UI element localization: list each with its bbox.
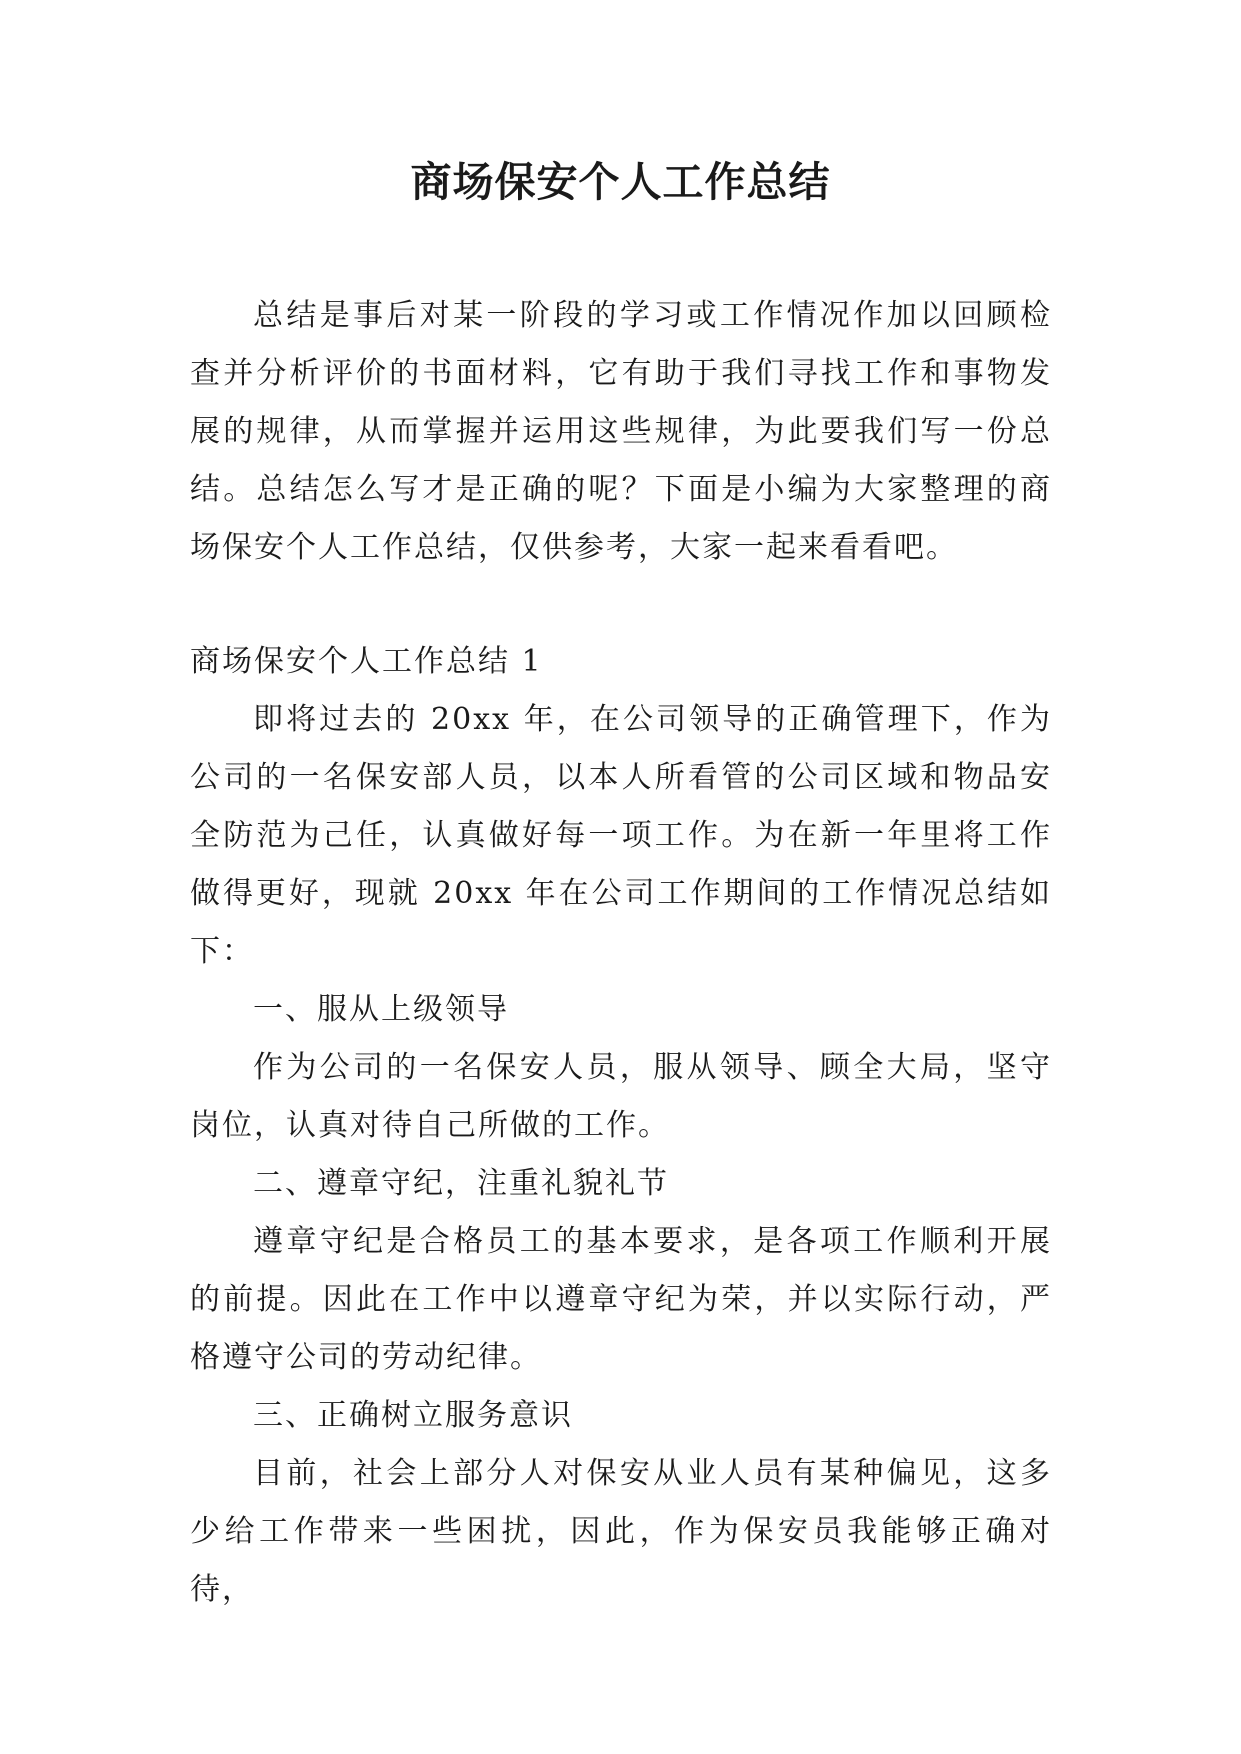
subheading: 一、服从上级领导 <box>253 992 509 1027</box>
document-title: 商场保安个人工作总结 <box>410 158 831 206</box>
subheading: 二、遵章守纪，注重礼貌礼节 <box>253 1166 669 1201</box>
body-paragraph: 目前，社会上部分人对保安从业人员有某种偏见，这多少给工作带来一些困扰，因此，作为保安员我能够正确对待， <box>190 1456 1052 1607</box>
section-heading: 商场保安个人工作总结 1 <box>190 644 543 679</box>
body-paragraph: 遵章守纪是合格员工的基本要求，是各项工作顺利开展的前提。因此在工作中以遵章守纪为荣，并以实际行动，严格遵守公司的劳动纪律。 <box>190 1224 1052 1375</box>
body-paragraph: 作为公司的一名保安人员，服从领导、顾全大局，坚守岗位，认真对待自己所做的工作。 <box>190 1050 1052 1143</box>
body-paragraph: 即将过去的 20xx 年，在公司领导的正确管理下，作为公司的一名保安部人员，以本人所看管的公司区域和物品安全防范为己任，认真做好每一项工作。为在新一年里将工作做得更好，现就 20xx 年在公司工作期间的工作情况总结如下： <box>190 702 1052 969</box>
intro-paragraph: 总结是事后对某一阶段的学习或工作情况作加以回顾检查并分析评价的书面材料，它有助于我们寻找工作和事物发展的规律，从而掌握并运用这些规律，为此要我们写一份总结。总结怎么写才是正确的呢？下面是小编为大家整理的商场保安个人工作总结，仅供参考，大家一起来看看吧。 <box>190 298 1052 565</box>
subheading: 三、正确树立服务意识 <box>253 1398 573 1433</box>
document-body <box>190 287 1052 1619</box>
